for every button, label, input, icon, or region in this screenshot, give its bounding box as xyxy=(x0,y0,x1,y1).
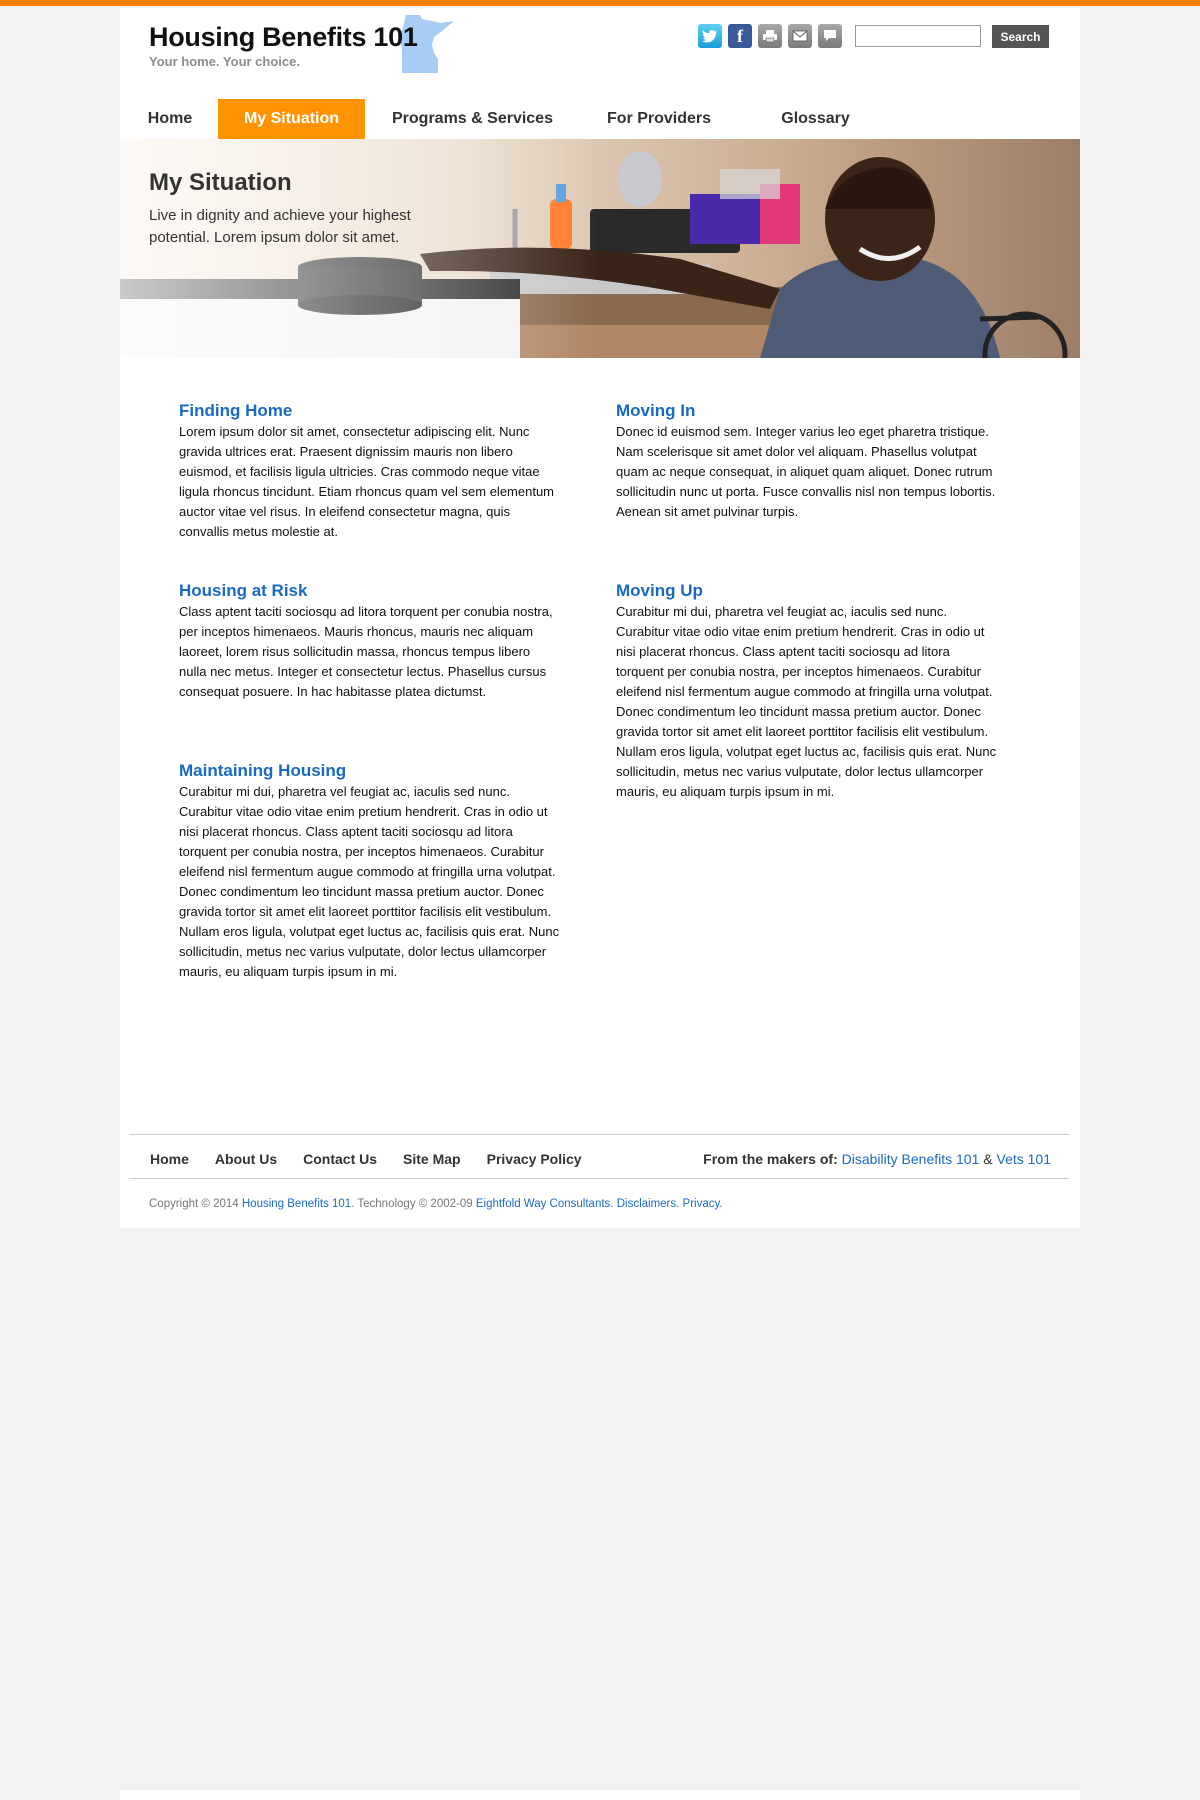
privacy-link[interactable]: Privacy xyxy=(682,1198,720,1210)
footer-link-about-us[interactable]: About Us xyxy=(214,1151,278,1167)
site-tagline: Your home. Your choice. xyxy=(149,54,300,69)
twitter-icon[interactable] xyxy=(698,24,722,48)
makers-link-disability-benefits[interactable]: Disability Benefits 101 xyxy=(841,1151,980,1167)
copyright-mid: . Technology © 2002-09 xyxy=(351,1198,473,1210)
copyright-line: Copyright © 2014 Housing Benefits 101. Technology © 2002-09 Eightfold Way Consultants. Disclaimers. Privacy. xyxy=(149,1198,723,1210)
section-body: Donec condimentum leo tincidunt massa pretium auctor. Donec gravida tortor sit amet elit laoreet porttitor facilisis elit vestibulum. Nullam eros ligula, volutpat eget luctus ac, facilisis quis erat. Nunc sollicitudin, metus nec varius vulputate, dolor lectus ullamcorper mauris, eu aliquam turpis ipsum in mi. xyxy=(179,884,560,979)
footer-link-contact-us[interactable]: Contact Us xyxy=(303,1151,378,1167)
section-body: Lorem ipsum dolor sit amet, consectetur adipiscing elit. Nunc gravida ultrices erat. Praesent dignissim mauris non libero euismod, et facilisis ligula ultricies. Cras commodo neque vitae ligula rhoncus tincidunt. Etiam rhoncus quam vel sem elementum auctor vitae vel risus. In eleifend consectetur magna, quis convallis metus molestie at. xyxy=(179,424,555,539)
comment-icon[interactable] xyxy=(818,24,842,48)
makers-link-vets[interactable]: Vets 101 xyxy=(996,1151,1051,1167)
footer-link-home[interactable]: Home xyxy=(150,1151,189,1167)
search-button[interactable]: Search xyxy=(992,25,1049,48)
section-body: Donec id euismod sem. Integer varius leo eget pharetra tristique. Nam scelerisque sit amet dolor vel aliquam. Phasellus volutpat quam ac neque consequat, in aliquet quam aliquet. Donec rutrum sollicitudin nunc ut porta. Fusce convallis nisl non tempus lobortis. Aenean sit amet pulvinar turpis. xyxy=(616,424,996,519)
nav-item-my-situation[interactable]: My Situation xyxy=(218,99,365,139)
section-maintaining-housing xyxy=(179,760,561,982)
section-title[interactable]: Finding Home xyxy=(179,401,293,420)
main-nav xyxy=(120,99,1080,139)
copyright-company-link[interactable]: Eightfold Way Consultants xyxy=(475,1198,611,1210)
makers-ampersand: & xyxy=(983,1151,993,1167)
share-icons xyxy=(698,24,842,48)
section-title[interactable]: Moving In xyxy=(616,401,696,420)
page-container xyxy=(120,8,1080,1228)
footer-divider xyxy=(129,1134,1069,1135)
nav-item-glossary[interactable]: Glossary xyxy=(781,110,850,127)
section-moving-up xyxy=(616,580,998,802)
print-icon[interactable] xyxy=(758,24,782,48)
footer-link-site-map[interactable]: Site Map xyxy=(403,1151,461,1167)
banner-text: Live in dignity and achieve your highest potential. Lorem ipsum dolor sit amet. xyxy=(149,207,411,246)
banner-title: My Situation xyxy=(149,169,292,196)
nav-item-programs-services[interactable]: Programs & Services xyxy=(392,110,553,127)
search-input[interactable] xyxy=(855,25,981,47)
disclaimers-link[interactable]: Disclaimers xyxy=(616,1198,677,1210)
section-moving-in xyxy=(616,400,998,522)
hero-banner xyxy=(120,139,1080,358)
section-title[interactable]: Maintaining Housing xyxy=(179,761,347,780)
section-title[interactable]: Housing at Risk xyxy=(179,581,308,600)
copyright-site-link[interactable]: Housing Benefits 101 xyxy=(241,1198,352,1210)
top-accent-bar xyxy=(0,0,1200,6)
makers-credit xyxy=(703,1151,1051,1167)
section-body: Curabitur mi dui, pharetra vel feugiat ac, iaculis sed nunc. Curabitur vitae odio vitae enim pretium hendrerit. Cras in odio ut nisi placerat rhoncus. Class aptent taciti sociosqu ad litora torquent per conubia nostra, per inceptos himenaeos. Curabitur eleifend nisl fermentum augue commodo at fringilla urna volutpat. xyxy=(179,784,556,879)
section-body: Donec condimentum leo tincidunt massa pretium auctor. Donec gravida tortor sit amet elit laoreet porttitor facilisis elit vestibulum. Nullam eros ligula, volutpat eget luctus ac, facilisis quis erat. Nunc sollicitudin, metus nec varius vulputate, dolor lectus ullamcorper mauris, eu aliquam turpis ipsum in mi. xyxy=(616,704,997,799)
section-finding-home xyxy=(179,400,561,542)
nav-item-for-providers[interactable]: For Providers xyxy=(606,110,712,127)
facebook-icon[interactable]: f xyxy=(728,24,752,48)
section-body: Curabitur mi dui, pharetra vel feugiat ac, iaculis sed nunc. Curabitur vitae odio vitae enim pretium hendrerit. Cras in odio ut nisi placerat rhoncus. Class aptent taciti sociosqu ad litora torquent per conubia nostra, per inceptos himenaeos. Curabitur eleifend nisl fermentum augue commodo at fringilla urna volutpat. xyxy=(616,604,993,699)
email-icon[interactable] xyxy=(788,24,812,48)
bottom-strip xyxy=(120,1790,1080,1800)
section-body: Class aptent taciti sociosqu ad litora torquent per conubia nostra, per inceptos himenaeos. Mauris rhoncus, mauris nec aliquam laoreet, lorem risus sollicitudin massa, rhoncus tempus libero nulla nec metus. Integer et consectetur lectus. Phasellus cursus consequat posuere. In hac habitasse platea dictumst. xyxy=(179,604,553,699)
footer-nav xyxy=(150,1151,608,1167)
section-housing-at-risk xyxy=(179,580,561,702)
site-title[interactable]: Housing Benefits 101 xyxy=(149,22,418,52)
footer-link-privacy-policy[interactable]: Privacy Policy xyxy=(486,1151,582,1167)
nav-item-home[interactable]: Home xyxy=(147,110,193,127)
footer-divider xyxy=(129,1178,1069,1179)
section-title[interactable]: Moving Up xyxy=(616,581,703,600)
makers-label: From the makers of: xyxy=(703,1151,838,1167)
copyright-prefix: Copyright © 2014 xyxy=(149,1198,239,1210)
